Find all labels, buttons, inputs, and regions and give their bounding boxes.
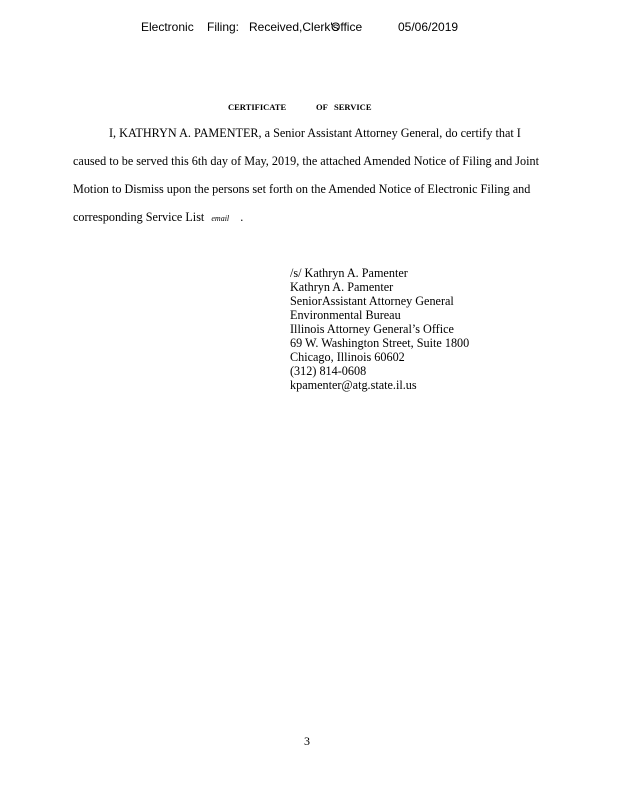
- signature-block: [290, 266, 469, 392]
- body-line-1: I, KATHRYN A. PAMENTER, a Senior Assistant Attorney General, do certify that I: [109, 126, 521, 140]
- body-line-4: [73, 210, 243, 225]
- body-line-4-text: corresponding Service List: [73, 210, 205, 224]
- header-date: 05/06/2019: [398, 20, 459, 34]
- signature-bureau: Environmental Bureau: [290, 308, 401, 322]
- signature-email: kpamenter@atg.state.il.us: [290, 378, 417, 392]
- certificate-title-word3: SERVICE: [334, 102, 372, 112]
- body-line-2: caused to be served this 6th day of May, 2019, the attached Amended Notice of Filing and Joint: [73, 154, 539, 168]
- certificate-title-word2: OF: [316, 102, 328, 112]
- signature-city: Chicago, Illinois 60602: [290, 350, 405, 364]
- header-office: Office: [331, 20, 363, 34]
- body-line-4-end: .: [240, 210, 244, 224]
- body-line-3: Motion to Dismiss upon the persons set forth on the Amended Notice of Electronic Filing and: [73, 182, 531, 196]
- header-electronic: Electronic: [141, 20, 194, 34]
- signature-phone: (312) 814-0608: [290, 364, 367, 378]
- header-filing: Filing:: [207, 20, 240, 34]
- signature-office: Illinois Attorney General’s Office: [290, 322, 454, 336]
- header-received: Received,Clerk's: [249, 20, 339, 34]
- page-number: 3: [304, 734, 310, 748]
- service-method: email: [211, 214, 230, 223]
- filing-header: [141, 20, 459, 104]
- signature-name: Kathryn A. Pamenter: [290, 280, 394, 294]
- certificate-title-word1: CERTIFICATE: [228, 102, 287, 112]
- signature-line: /s/ Kathryn A. Pamenter: [290, 266, 408, 280]
- signature-title: SeniorAssistant Attorney General: [290, 294, 454, 308]
- signature-street: 69 W. Washington Street, Suite 1800: [290, 336, 470, 350]
